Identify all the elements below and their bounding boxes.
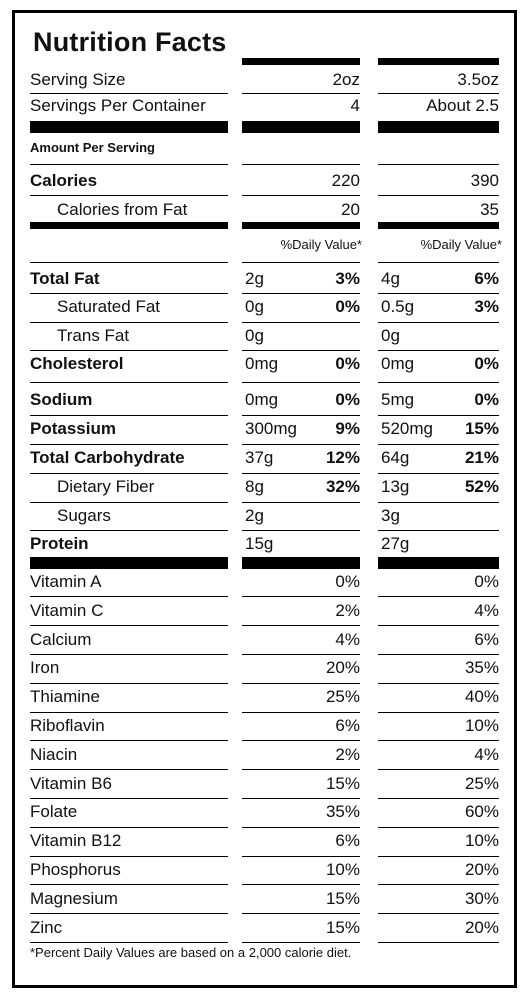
nutrient-cholesterol-col1-amount: 0mg: [245, 354, 279, 373]
vitamin-vitamin-a-col2: 0%: [474, 572, 499, 591]
medium-bar: [30, 222, 228, 229]
vitamin-divider: [242, 654, 360, 655]
nutrient-total-fat-col2-dv: 6%: [474, 269, 499, 288]
vitamin-divider: [378, 884, 499, 885]
nutrient-protein-col2-amount: 27g: [381, 534, 410, 553]
nutrient-saturated-fat-col2-amount: 0.5g: [381, 297, 415, 316]
daily-value-divider: [378, 262, 499, 263]
serving-size-col1: 2oz: [332, 70, 360, 89]
vitamin-divider: [30, 798, 228, 799]
calories-from-fat-col1: 20: [341, 200, 360, 219]
vitamin-divider: [378, 942, 499, 943]
header-bar-col2: [378, 58, 499, 65]
footnote: *Percent Daily Values are based on a 2,000 calorie diet.: [30, 945, 352, 960]
calories-divider: [378, 195, 499, 196]
nutrient-divider: [378, 444, 499, 445]
vitamin-vitamin-b12-label: Vitamin B12: [30, 831, 122, 851]
nutrient-sodium-col2-dv: 0%: [474, 390, 499, 409]
vitamin-vitamin-b6-col2: 25%: [464, 773, 499, 793]
nutrient-dietary-fiber-col2-amount: 13g: [381, 477, 410, 496]
vitamin-divider: [242, 884, 360, 885]
nutrient-sodium-col1-amount: 0mg: [245, 390, 279, 409]
amount-divider: [242, 164, 360, 165]
vitamin-iron-col1: 20%: [325, 658, 360, 678]
vitamin-divider: [242, 683, 360, 684]
vitamin-vitamin-b6-col1: 15%: [325, 773, 360, 793]
nutrient-divider: [242, 415, 360, 416]
daily-value-header-col2: %Daily Value*: [420, 237, 502, 252]
vitamin-thiamine-col1: 25%: [325, 687, 360, 707]
nutrient-total-fat-col2-amount: 4g: [381, 269, 400, 288]
header-bar-col1: [242, 58, 360, 65]
nutrient-total-fat-label: Total Fat: [30, 269, 100, 288]
vitamin-divider: [30, 683, 228, 684]
nutrient-trans-fat-col1-amount: 0g: [245, 326, 264, 345]
nutrient-sodium-col1-dv: 0%: [335, 390, 360, 409]
vitamin-divider: [242, 769, 360, 770]
vitamin-vitamin-c-label: Vitamin C: [30, 600, 104, 620]
medium-bar: [378, 222, 499, 229]
nutrient-divider: [242, 473, 360, 474]
nutrient-dietary-fiber-col1-dv: 32%: [325, 477, 360, 496]
serving-size-divider: [378, 93, 499, 94]
nutrient-saturated-fat-col1-dv: 0%: [335, 297, 360, 316]
nutrient-sugars-label: Sugars: [57, 506, 111, 525]
nutrient-sodium-label: Sodium: [30, 390, 93, 409]
calories-from-fat-label: Calories from Fat: [57, 200, 188, 219]
nutrient-divider: [30, 293, 228, 294]
nutrient-total-carbohydrate-label: Total Carbohydrate: [30, 448, 185, 467]
vitamin-divider: [242, 942, 360, 943]
nutrient-potassium-col2-dv: 15%: [464, 419, 499, 438]
vitamin-folate-label: Folate: [30, 802, 78, 822]
nutrient-cholesterol-col2-amount: 0mg: [381, 354, 415, 373]
servings-per-container-col1: 4: [350, 96, 360, 115]
nutrient-divider: [30, 444, 228, 445]
vitamin-divider: [378, 769, 499, 770]
vitamin-divider: [242, 856, 360, 857]
daily-value-header-col1: %Daily Value*: [280, 237, 362, 252]
vitamin-vitamin-c-col2: 4%: [474, 600, 499, 620]
vitamin-niacin-label: Niacin: [30, 744, 78, 764]
nutrient-divider: [378, 502, 499, 503]
vitamin-divider: [378, 798, 499, 799]
nutrient-divider: [30, 473, 228, 474]
vitamin-calcium-col2: 6%: [474, 629, 499, 649]
medium-bar: [242, 222, 360, 229]
vitamin-calcium-label: Calcium: [30, 629, 92, 649]
vitamin-divider: [242, 827, 360, 828]
vitamin-magnesium-col2: 30%: [464, 888, 499, 908]
nutrient-sugars-col1-amount: 2g: [245, 506, 264, 525]
vitamin-divider: [30, 625, 228, 626]
vitamin-divider: [30, 942, 228, 943]
vitamin-divider: [242, 596, 360, 597]
vitamin-phosphorus-col2: 20%: [464, 860, 499, 879]
nutrient-divider: [378, 415, 499, 416]
vitamin-divider: [378, 913, 499, 914]
vitamin-divider: [242, 740, 360, 741]
vitamin-divider: [242, 913, 360, 914]
nutrient-divider: [30, 350, 228, 351]
vitamin-riboflavin-col2: 10%: [464, 716, 499, 735]
thick-bar-vitamins: [242, 557, 360, 569]
vitamin-zinc-col2: 20%: [464, 917, 499, 937]
nutrient-divider: [30, 530, 228, 531]
vitamin-divider: [378, 654, 499, 655]
nutrient-divider: [378, 473, 499, 474]
vitamin-vitamin-c-col1: 2%: [335, 600, 360, 620]
nutrient-potassium-col1-dv: 9%: [335, 419, 360, 438]
nutrient-divider: [242, 444, 360, 445]
vitamin-divider: [30, 654, 228, 655]
nutrient-total-carbohydrate-col2-amount: 64g: [381, 448, 410, 467]
nutrient-divider: [242, 502, 360, 503]
nutrient-saturated-fat-label: Saturated Fat: [57, 297, 161, 316]
calories-divider: [30, 195, 228, 196]
vitamin-divider: [30, 740, 228, 741]
amount-divider: [30, 164, 228, 165]
vitamin-divider: [378, 596, 499, 597]
daily-value-divider: [30, 262, 228, 263]
calories-col1: 220: [331, 171, 360, 190]
nutrient-cholesterol-col2-dv: 0%: [474, 354, 499, 373]
nutrient-divider: [378, 530, 499, 531]
nutrient-saturated-fat-col1-amount: 0g: [245, 297, 264, 316]
vitamin-divider: [30, 884, 228, 885]
panel-title: Nutrition Facts: [33, 27, 227, 57]
vitamin-phosphorus-label: Phosphorus: [30, 860, 121, 879]
nutrient-protein-col1-amount: 15g: [245, 534, 274, 553]
vitamin-iron-col2: 35%: [464, 658, 499, 678]
vitamin-magnesium-col1: 15%: [325, 888, 360, 908]
vitamin-divider: [378, 740, 499, 741]
nutrient-total-carbohydrate-col1-dv: 12%: [325, 448, 360, 467]
vitamin-divider: [378, 683, 499, 684]
nutrient-divider: [30, 382, 228, 383]
servings-per-container-col2: About 2.5: [426, 96, 499, 115]
nutrient-potassium-col1-amount: 300mg: [245, 419, 297, 438]
servings-per-container-label: Servings Per Container: [30, 96, 206, 115]
nutrient-total-fat-col1-amount: 2g: [245, 269, 264, 288]
nutrient-total-carbohydrate-col1-amount: 37g: [245, 448, 274, 467]
vitamin-vitamin-a-label: Vitamin A: [30, 572, 102, 591]
thick-bar-vitamins: [378, 557, 499, 569]
nutrient-dietary-fiber-label: Dietary Fiber: [57, 477, 155, 496]
calories-label: Calories: [30, 171, 98, 190]
vitamin-thiamine-col2: 40%: [464, 687, 499, 707]
daily-value-divider: [242, 262, 360, 263]
thick-bar-vitamins: [30, 557, 228, 569]
serving-size-divider: [242, 93, 360, 94]
vitamin-divider: [30, 856, 228, 857]
nutrient-dietary-fiber-col1-amount: 8g: [245, 477, 264, 496]
vitamin-zinc-col1: 15%: [325, 917, 360, 937]
thick-bar-top: [30, 121, 228, 133]
nutrient-potassium-label: Potassium: [30, 419, 116, 438]
nutrient-divider: [378, 350, 499, 351]
nutrient-sugars-col2-amount: 3g: [381, 506, 400, 525]
vitamin-divider: [378, 625, 499, 626]
vitamin-divider: [378, 856, 499, 857]
serving-size-col2: 3.5oz: [457, 70, 499, 89]
nutrient-total-carbohydrate-col2-dv: 21%: [464, 448, 499, 467]
vitamin-vitamin-a-col1: 0%: [335, 572, 360, 591]
vitamin-iron-label: Iron: [30, 658, 60, 678]
nutrient-divider: [30, 322, 228, 323]
vitamin-divider: [30, 913, 228, 914]
vitamin-divider: [30, 712, 228, 713]
vitamin-divider: [242, 625, 360, 626]
vitamin-riboflavin-col1: 6%: [335, 716, 360, 735]
nutrient-trans-fat-col2-amount: 0g: [381, 326, 400, 345]
nutrient-divider: [378, 293, 499, 294]
vitamin-calcium-col1: 4%: [335, 629, 360, 649]
serving-size-divider: [30, 93, 228, 94]
calories-col2: 390: [470, 171, 499, 190]
nutrient-dietary-fiber-col2-dv: 52%: [464, 477, 499, 496]
vitamin-thiamine-label: Thiamine: [30, 687, 100, 707]
thick-bar-top: [378, 121, 499, 133]
vitamin-phosphorus-col1: 10%: [325, 860, 360, 879]
nutrient-cholesterol-label: Cholesterol: [30, 354, 124, 373]
nutrient-divider: [242, 293, 360, 294]
vitamin-vitamin-b12-col2: 10%: [464, 831, 499, 851]
vitamin-divider: [30, 769, 228, 770]
nutrient-divider: [242, 322, 360, 323]
nutrient-divider: [242, 530, 360, 531]
thick-bar-top: [242, 121, 360, 133]
vitamin-divider: [30, 596, 228, 597]
nutrient-divider: [30, 502, 228, 503]
vitamin-divider: [30, 827, 228, 828]
amount-divider: [378, 164, 499, 165]
vitamin-riboflavin-label: Riboflavin: [30, 716, 105, 735]
nutrient-divider: [30, 415, 228, 416]
vitamin-divider: [378, 827, 499, 828]
vitamin-zinc-label: Zinc: [30, 917, 63, 937]
vitamin-vitamin-b12-col1: 6%: [335, 831, 360, 851]
nutrient-saturated-fat-col2-dv: 3%: [474, 297, 499, 316]
calories-divider: [242, 195, 360, 196]
vitamin-divider: [242, 798, 360, 799]
vitamin-folate-col2: 60%: [464, 802, 499, 822]
vitamin-divider: [378, 712, 499, 713]
nutrient-potassium-col2-amount: 520mg: [381, 419, 433, 438]
nutrient-trans-fat-label: Trans Fat: [57, 326, 130, 345]
nutrient-cholesterol-col1-dv: 0%: [335, 354, 360, 373]
vitamin-vitamin-b6-label: Vitamin B6: [30, 773, 112, 793]
nutrient-divider: [242, 350, 360, 351]
vitamin-magnesium-label: Magnesium: [30, 888, 118, 908]
nutrient-sodium-col2-amount: 5mg: [381, 390, 415, 409]
nutrition-facts-panel: [12, 10, 517, 988]
serving-size-label: Serving Size: [30, 70, 126, 89]
vitamin-folate-col1: 35%: [325, 802, 360, 822]
nutrient-divider: [378, 322, 499, 323]
amount-per-serving: Amount Per Serving: [30, 140, 155, 155]
vitamin-divider: [242, 712, 360, 713]
nutrient-total-fat-col1-dv: 3%: [335, 269, 360, 288]
vitamin-niacin-col2: 4%: [474, 744, 499, 764]
nutrient-divider: [242, 382, 360, 383]
nutrient-protein-label: Protein: [30, 534, 89, 553]
vitamin-niacin-col1: 2%: [335, 744, 360, 764]
calories-from-fat-col2: 35: [480, 200, 499, 219]
nutrient-divider: [378, 382, 499, 383]
